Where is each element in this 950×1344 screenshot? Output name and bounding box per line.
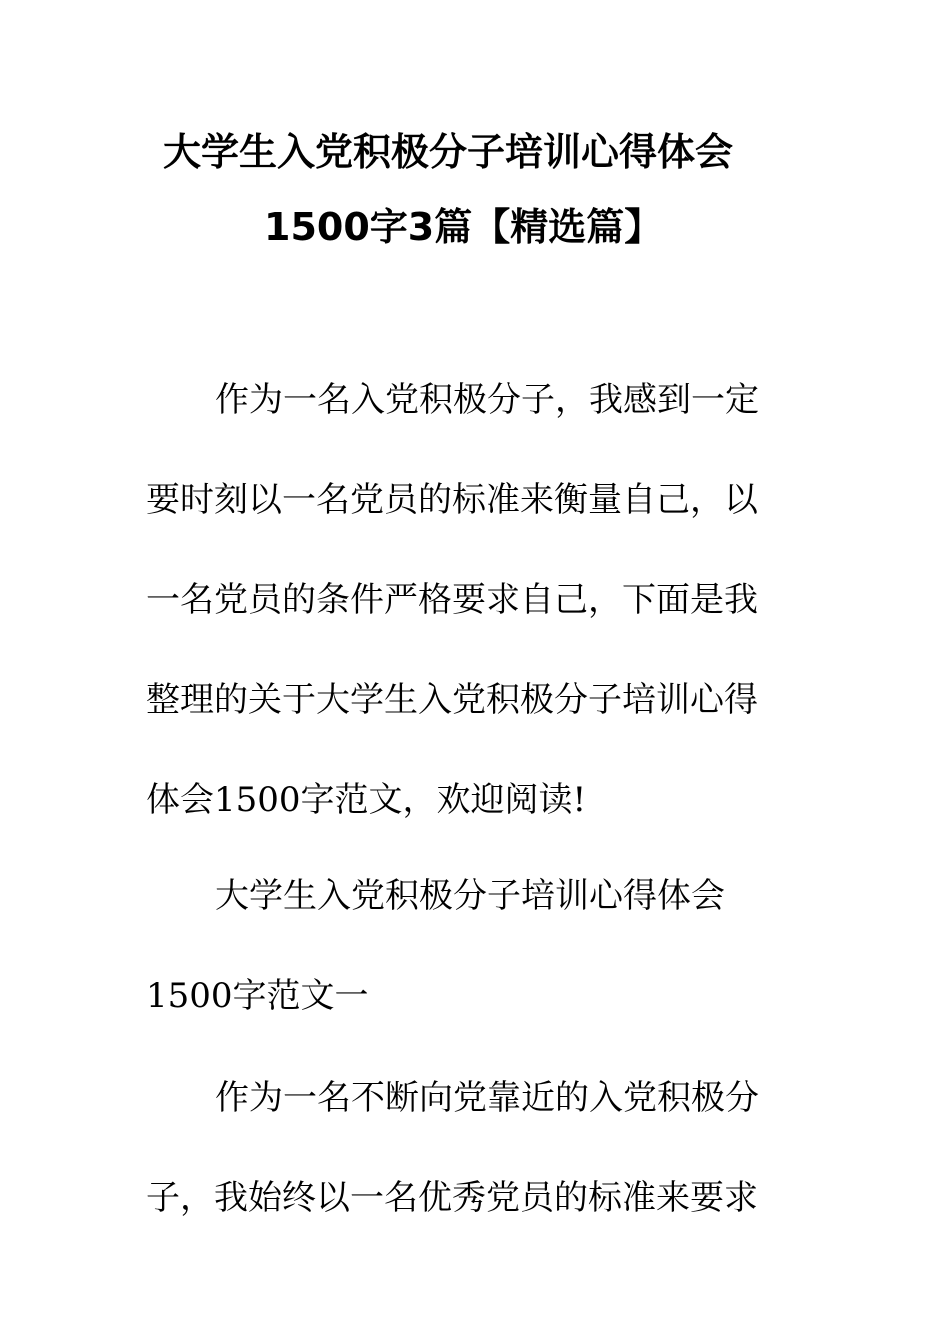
paragraph-line: 子，我始终以一名优秀党员的标准来要求 <box>146 1178 758 1218</box>
document-title-line-1: 大学生入党积极分子培训心得体会 <box>163 130 734 174</box>
paragraph-line: 整理的关于大学生入党积极分子培训心得 <box>146 680 758 720</box>
document-title-line-2: 1500字3篇【精选篇】 <box>264 205 663 249</box>
paragraph-line: 作为一名不断向党靠近的入党积极分 <box>215 1078 759 1118</box>
section-heading-line: 大学生入党积极分子培训心得体会 <box>215 876 725 916</box>
paragraph-line: 要时刻以一名党员的标准来衡量自己，以 <box>146 480 758 520</box>
paragraph-line: 作为一名入党积极分子，我感到一定 <box>215 380 759 420</box>
paragraph-line: 体会1500字范文，欢迎阅读! <box>146 780 587 820</box>
section-heading-line: 1500字范文一 <box>146 976 369 1016</box>
paragraph-line: 一名党员的条件严格要求自己，下面是我 <box>146 580 758 620</box>
